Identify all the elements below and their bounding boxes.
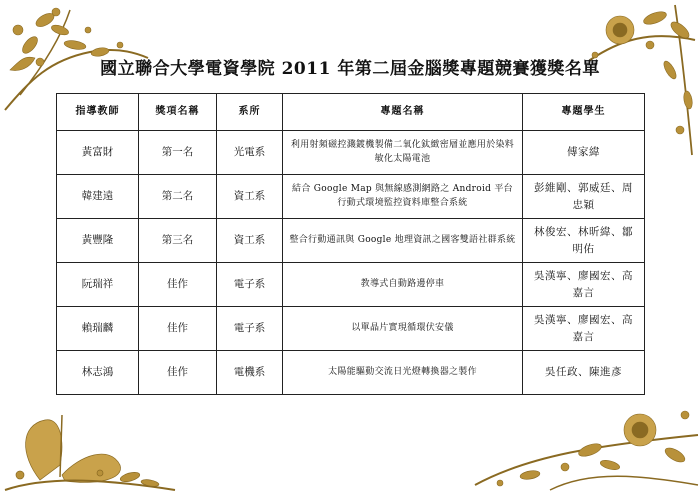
awards-table xyxy=(56,93,645,395)
table-row xyxy=(57,351,645,395)
award-cell: 第一名 xyxy=(139,131,217,175)
table-row xyxy=(57,175,645,219)
students-cell: 林俊宏、林昕緯、鄒明佑 xyxy=(523,219,645,263)
butterfly-ornament-bottom-left-icon xyxy=(0,385,180,495)
project-cell: 結合 Google Map 與無線感測網路之 Android 平台行動式環境監控資料庫整合系統 xyxy=(283,175,523,219)
department-cell: 電子系 xyxy=(217,263,283,307)
department-cell: 電子系 xyxy=(217,307,283,351)
advisor-cell: 林志鴻 xyxy=(57,351,139,395)
department-cell: 光電系 xyxy=(217,131,283,175)
table-row xyxy=(57,131,645,175)
students-cell: 吳漢寧、廖國宏、高嘉言 xyxy=(523,263,645,307)
project-cell: 太陽能驅動交流日光燈轉換器之製作 xyxy=(283,351,523,395)
department-cell: 電機系 xyxy=(217,351,283,395)
project-cell: 以單晶片實現循環伏安儀 xyxy=(283,307,523,351)
award-cell: 佳作 xyxy=(139,263,217,307)
table-header-row xyxy=(57,94,645,131)
students-cell: 吳任政、陳進彥 xyxy=(523,351,645,395)
award-cell: 佳作 xyxy=(139,307,217,351)
header-project: 專題名稱 xyxy=(283,94,523,131)
department-cell: 資工系 xyxy=(217,175,283,219)
award-cell: 第三名 xyxy=(139,219,217,263)
header-students: 專題學生 xyxy=(523,94,645,131)
students-cell: 吳漢寧、廖國宏、高嘉言 xyxy=(523,307,645,351)
header-department: 系所 xyxy=(217,94,283,131)
page-title: 國立聯合大學電資學院 2011 年第二屆金腦獎專題競賽獲獎名單 xyxy=(100,59,600,79)
advisor-cell: 黃豐隆 xyxy=(57,219,139,263)
project-cell: 教導式自動路邊停車 xyxy=(283,263,523,307)
table-row xyxy=(57,307,645,351)
table-row xyxy=(57,263,645,307)
project-cell: 整合行動通訊與 Google 地理資訊之國客雙語社群系統 xyxy=(283,219,523,263)
advisor-cell: 賴瑞麟 xyxy=(57,307,139,351)
header-advisor: 指導教師 xyxy=(57,94,139,131)
advisor-cell: 韓建遠 xyxy=(57,175,139,219)
advisor-cell: 阮瑞祥 xyxy=(57,263,139,307)
students-cell: 彭維剛、郭威廷、周忠穎 xyxy=(523,175,645,219)
header-award: 獎項名稱 xyxy=(139,94,217,131)
department-cell: 資工系 xyxy=(217,219,283,263)
advisor-cell: 黃富財 xyxy=(57,131,139,175)
table-row xyxy=(57,219,645,263)
project-cell: 利用射頻磁控濺鍍機製備二氧化鈦緻密層並應用於染料敏化太陽電池 xyxy=(283,131,523,175)
award-cell: 第二名 xyxy=(139,175,217,219)
students-cell: 傅家緯 xyxy=(523,131,645,175)
award-cell: 佳作 xyxy=(139,351,217,395)
